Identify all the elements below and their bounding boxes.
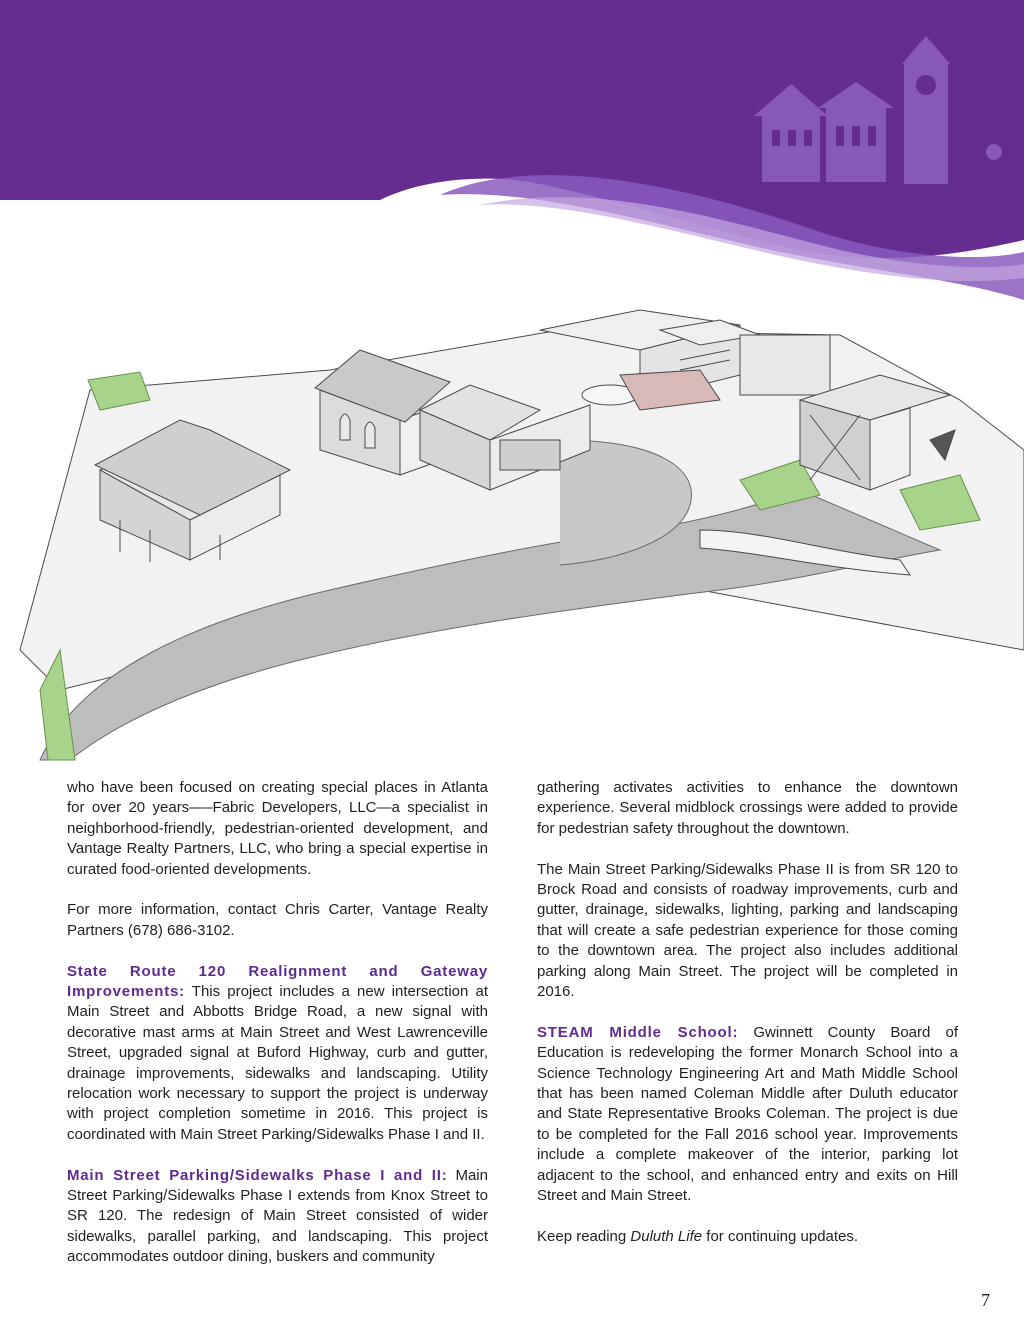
- main-street-body: Main Street Parking/Sidewalks Phase I extends from Knox Street to SR 120. The redesign of Main Street consisted of wider sidewalks, parallel parking, and landscaping. This project accommodates outdoor dining, buskers and community: [67, 1166, 488, 1266]
- closing-line: [537, 1227, 958, 1247]
- sr120-section: [67, 962, 488, 1146]
- steam-heading: STEAM Middle School:: [537, 1023, 739, 1041]
- closing-pre: Keep reading: [537, 1227, 631, 1245]
- magazine-title: Duluth Life: [630, 1227, 703, 1245]
- left-column: [67, 778, 488, 1268]
- header-band: [0, 0, 1024, 300]
- right-column: [537, 778, 958, 1247]
- architectural-rendering: [0, 290, 1024, 765]
- right-paragraph-phase-2: The Main Street Parking/Sidewalks Phase II is from SR 120 to Brock Road and consists of roadway improvements, curb and gutter, drainage, sidewalks, lighting, parking and landscaping that will create a safe pedestrian experience for those coming to the downtown area. The project also includes additional parking along Main Street. The project will be completed in 2016.: [537, 860, 958, 1001]
- left-paragraph-1: who have been focused on creating special places in Atlanta for over 20 years—–Fabric Developers, LLC—a specialist in neighborhood-friendly, pedestrian-oriented development, and Vantage Realty Partners, LLC, who bring a special expertise in curated food-oriented developments.: [67, 779, 488, 878]
- steam-section: [537, 1023, 958, 1207]
- main-street-heading: Main Street Parking/Sidewalks Phase I and II:: [67, 1166, 448, 1184]
- sr120-body: This project includes a new intersection at Main Street and Abbotts Bridge Road, a new signal with decorative mast arms at Main Street and West Lawrenceville Street, upgraded signal at Buford Highway, curb and gutter, drainage improvements, sidewalks and landscaping. Utility relocation work necessary to support the project is underway with project completion sometime in 2016. This project is coordinated with Main Street Parking/Sidewalks Phase I and II.: [67, 983, 488, 1143]
- left-paragraph-contact: For more information, contact Chris Carter, Vantage Realty Partners (678) 686-3102.: [67, 901, 488, 939]
- steam-body: Gwinnett County Board of Education is redeveloping the former Monarch School into a Science Technology Engineering Art and Math Middle School that has been named Coleman Middle after Duluth educator and State Representative Brooks Coleman. The project is due to be completed for the Fall 2016 school year. Improvements include a complete makeover of the interior, parking lot adjacent to the school, and enhanced entry and exits on Hill Street and Main Street.: [537, 1023, 958, 1205]
- page-number: 7: [981, 1290, 990, 1310]
- right-paragraph-1: gathering activates activities to enhance the downtown experience. Several midblock crossings were added to provide for pedestrian safety throughout the downtown.: [537, 779, 958, 837]
- sr120-heading: State Route 120 Realignment and Gateway Improvements:: [67, 962, 488, 1001]
- main-street-section: [67, 1166, 488, 1268]
- closing-post: for continuing updates.: [702, 1227, 859, 1245]
